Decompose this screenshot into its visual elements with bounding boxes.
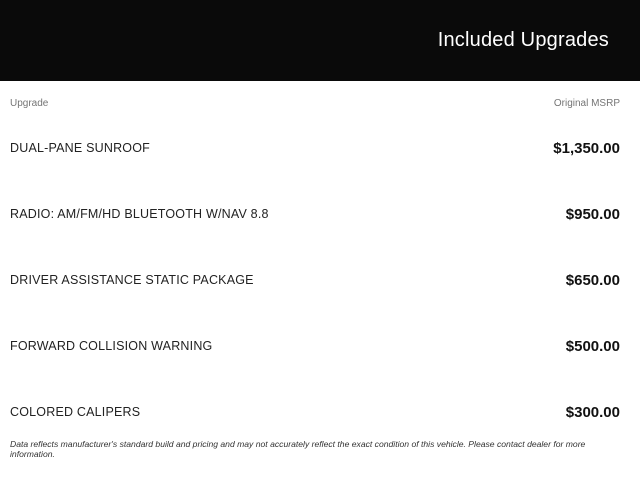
table-row [10, 379, 620, 445]
upgrade-label: RADIO: AM/FM/HD BLUETOOTH W/NAV 8.8 [10, 207, 269, 221]
upgrade-price: $650.00 [565, 271, 620, 289]
table-body [10, 115, 620, 445]
upgrade-price: $500.00 [565, 337, 620, 355]
upgrade-price: $300.00 [565, 403, 620, 421]
disclaimer-text: Data reflects manufacturer's standard build and pricing and may not accurately reflect the exact condition of this vehicle. Please contact dealer for more information. [10, 439, 586, 459]
table-row [10, 181, 620, 247]
column-header-original-msrp: Original MSRP [553, 98, 620, 109]
table-row [10, 115, 620, 181]
upgrade-price: $950.00 [565, 205, 620, 223]
table-row [10, 313, 620, 379]
upgrade-label: DUAL-PANE SUNROOF [10, 141, 150, 155]
table-header-row [10, 81, 620, 109]
page-title: Included Upgrades [437, 29, 609, 51]
upgrade-label: DRIVER ASSISTANCE STATIC PACKAGE [10, 273, 254, 287]
upgrade-label: FORWARD COLLISION WARNING [10, 339, 213, 353]
upgrade-price: $1,350.00 [553, 139, 620, 157]
banner [0, 0, 640, 81]
column-header-upgrade: Upgrade [10, 98, 49, 109]
upgrades-table [0, 81, 640, 445]
table-row [10, 247, 620, 313]
upgrade-label: COLORED CALIPERS [10, 405, 141, 419]
